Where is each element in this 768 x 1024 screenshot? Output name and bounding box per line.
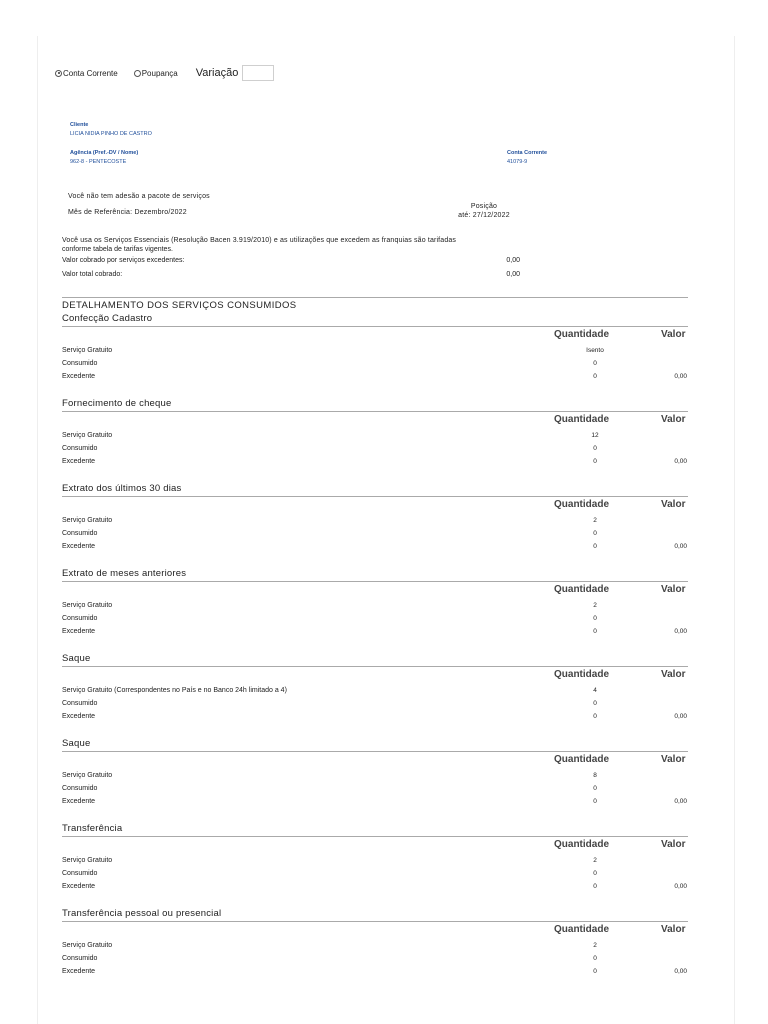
row-quantidade: 0 <box>593 798 597 805</box>
row-label: Excedente <box>62 713 96 720</box>
row-label: Serviço Gratuito (Correspondentes no País e no Banco 24h limitado a 4) <box>62 687 287 694</box>
col-quantidade: Quantidade <box>554 924 610 935</box>
row-valor: 0,00 <box>674 713 687 720</box>
detail-divider <box>62 297 688 298</box>
row-label: Consumido <box>62 360 98 367</box>
row-label: Excedente <box>62 968 96 975</box>
detail-title: DETALHAMENTO DOS SERVIÇOS CONSUMIDOS <box>62 300 297 311</box>
col-quantidade: Quantidade <box>554 584 610 595</box>
row-label: Serviço Gratuito <box>62 857 113 864</box>
col-quantidade: Quantidade <box>554 669 610 680</box>
radio-checked-icon[interactable] <box>55 70 62 77</box>
section-divider <box>62 836 688 837</box>
section-title: Fornecimento de cheque <box>62 398 172 409</box>
row-label: Excedente <box>62 798 96 805</box>
section-divider <box>62 581 688 582</box>
section-title: Saque <box>62 653 91 664</box>
conta-label: Conta Corrente <box>507 150 548 156</box>
row-quantidade: 2 <box>593 517 597 524</box>
row-label: Serviço Gratuito <box>62 517 113 524</box>
excedentes-value: 0,00 <box>506 257 520 264</box>
row-quantidade: 0 <box>593 700 597 707</box>
col-quantidade: Quantidade <box>554 499 610 510</box>
row-valor: 0,00 <box>674 798 687 805</box>
row-label: Consumido <box>62 955 98 962</box>
row-label: Serviço Gratuito <box>62 347 113 354</box>
posicao-date: até: 27/12/2022 <box>458 212 510 219</box>
mes-referencia: Mês de Referência: Dezembro/2022 <box>68 209 187 216</box>
total-value: 0,00 <box>506 271 520 278</box>
row-label: Serviço Gratuito <box>62 942 113 949</box>
row-label: Consumido <box>62 700 98 707</box>
row-quantidade: 0 <box>593 445 597 452</box>
col-quantidade: Quantidade <box>554 414 610 425</box>
col-quantidade: Quantidade <box>554 754 610 765</box>
posicao-label: Posição <box>470 203 498 210</box>
variacao-label: Variação <box>195 67 239 79</box>
row-valor: 0,00 <box>674 458 687 465</box>
row-quantidade: 0 <box>593 543 597 550</box>
section-title: Transferência <box>62 823 123 834</box>
row-quantidade: 12 <box>591 432 599 439</box>
row-quantidade: 2 <box>593 942 597 949</box>
row-quantidade: 0 <box>593 955 597 962</box>
section-divider <box>62 326 688 327</box>
row-label: Serviço Gratuito <box>62 602 113 609</box>
section-title: Extrato dos últimos 30 dias <box>62 483 182 494</box>
row-quantidade: 0 <box>593 785 597 792</box>
excedentes-label: Valor cobrado por serviços excedentes: <box>62 257 185 264</box>
row-label: Consumido <box>62 785 98 792</box>
row-valor: 0,00 <box>674 543 687 550</box>
row-label: Consumido <box>62 870 98 877</box>
row-quantidade: 0 <box>593 530 597 537</box>
row-valor: 0,00 <box>674 968 687 975</box>
conta-value: 41079-9 <box>507 159 528 165</box>
pacote-text: Você não tem adesão a pacote de serviços <box>68 193 210 200</box>
row-quantidade: 0 <box>593 883 597 890</box>
row-quantidade: 0 <box>593 615 597 622</box>
section-divider <box>62 411 688 412</box>
row-valor: 0,00 <box>674 883 687 890</box>
row-label: Excedente <box>62 373 96 380</box>
account-type-selector <box>55 63 274 83</box>
section-title: Extrato de meses anteriores <box>62 568 187 579</box>
col-valor: Valor <box>661 839 686 850</box>
row-quantidade: 2 <box>593 602 597 609</box>
row-quantidade: 0 <box>593 360 597 367</box>
col-valor: Valor <box>661 414 686 425</box>
row-quantidade: 0 <box>593 373 597 380</box>
agencia-value: 962-8 - PENTECOSTE <box>70 159 127 165</box>
row-valor: 0,00 <box>674 373 687 380</box>
col-valor: Valor <box>661 329 686 340</box>
section-divider <box>62 666 688 667</box>
col-valor: Valor <box>661 584 686 595</box>
row-label: Excedente <box>62 883 96 890</box>
section-title: Confecção Cadastro <box>62 313 153 324</box>
row-label: Excedente <box>62 458 96 465</box>
row-label: Serviço Gratuito <box>62 432 113 439</box>
row-quantidade: Isento <box>586 347 604 354</box>
radio-conta-corrente[interactable] <box>55 69 118 78</box>
essenciais-text-line2: conforme tabela de tarifas vigentes. <box>62 246 173 253</box>
col-valor: Valor <box>661 669 686 680</box>
section-divider <box>62 496 688 497</box>
row-quantidade: 0 <box>593 713 597 720</box>
section-title: Transferência pessoal ou presencial <box>62 908 222 919</box>
row-quantidade: 4 <box>593 687 597 694</box>
essenciais-text-line1: Você usa os Serviços Essenciais (Resolução Bacen 3.919/2010) e as utilizações que excedem as franquias são tarifadas <box>62 237 457 244</box>
row-quantidade: 2 <box>593 857 597 864</box>
variacao-input[interactable] <box>242 65 274 81</box>
total-label: Valor total cobrado: <box>62 271 123 278</box>
row-label: Consumido <box>62 445 98 452</box>
cliente-name: LICIA NIDIA PINHO DE CASTRO <box>70 131 152 137</box>
agencia-label: Agência (Pref.-DV / Nome) <box>70 150 139 156</box>
row-quantidade: 0 <box>593 458 597 465</box>
col-quantidade: Quantidade <box>554 329 610 340</box>
section-divider <box>62 921 688 922</box>
row-quantidade: 8 <box>593 772 597 779</box>
radio-unchecked-icon[interactable] <box>134 70 141 77</box>
row-quantidade: 0 <box>593 628 597 635</box>
row-label: Consumido <box>62 615 98 622</box>
row-label: Serviço Gratuito <box>62 772 113 779</box>
radio-poupanca[interactable] <box>134 69 178 78</box>
col-valor: Valor <box>661 754 686 765</box>
row-quantidade: 0 <box>593 968 597 975</box>
row-label: Excedente <box>62 543 96 550</box>
row-label: Excedente <box>62 628 96 635</box>
row-label: Consumido <box>62 530 98 537</box>
section-title: Saque <box>62 738 91 749</box>
page-frame <box>37 36 735 1024</box>
col-valor: Valor <box>661 499 686 510</box>
cliente-label: Cliente <box>70 122 89 128</box>
col-valor: Valor <box>661 924 686 935</box>
row-quantidade: 0 <box>593 870 597 877</box>
section-divider <box>62 751 688 752</box>
col-quantidade: Quantidade <box>554 839 610 850</box>
row-valor: 0,00 <box>674 628 687 635</box>
radio-label: Conta Corrente <box>63 68 118 78</box>
radio-label: Poupança <box>141 68 178 78</box>
